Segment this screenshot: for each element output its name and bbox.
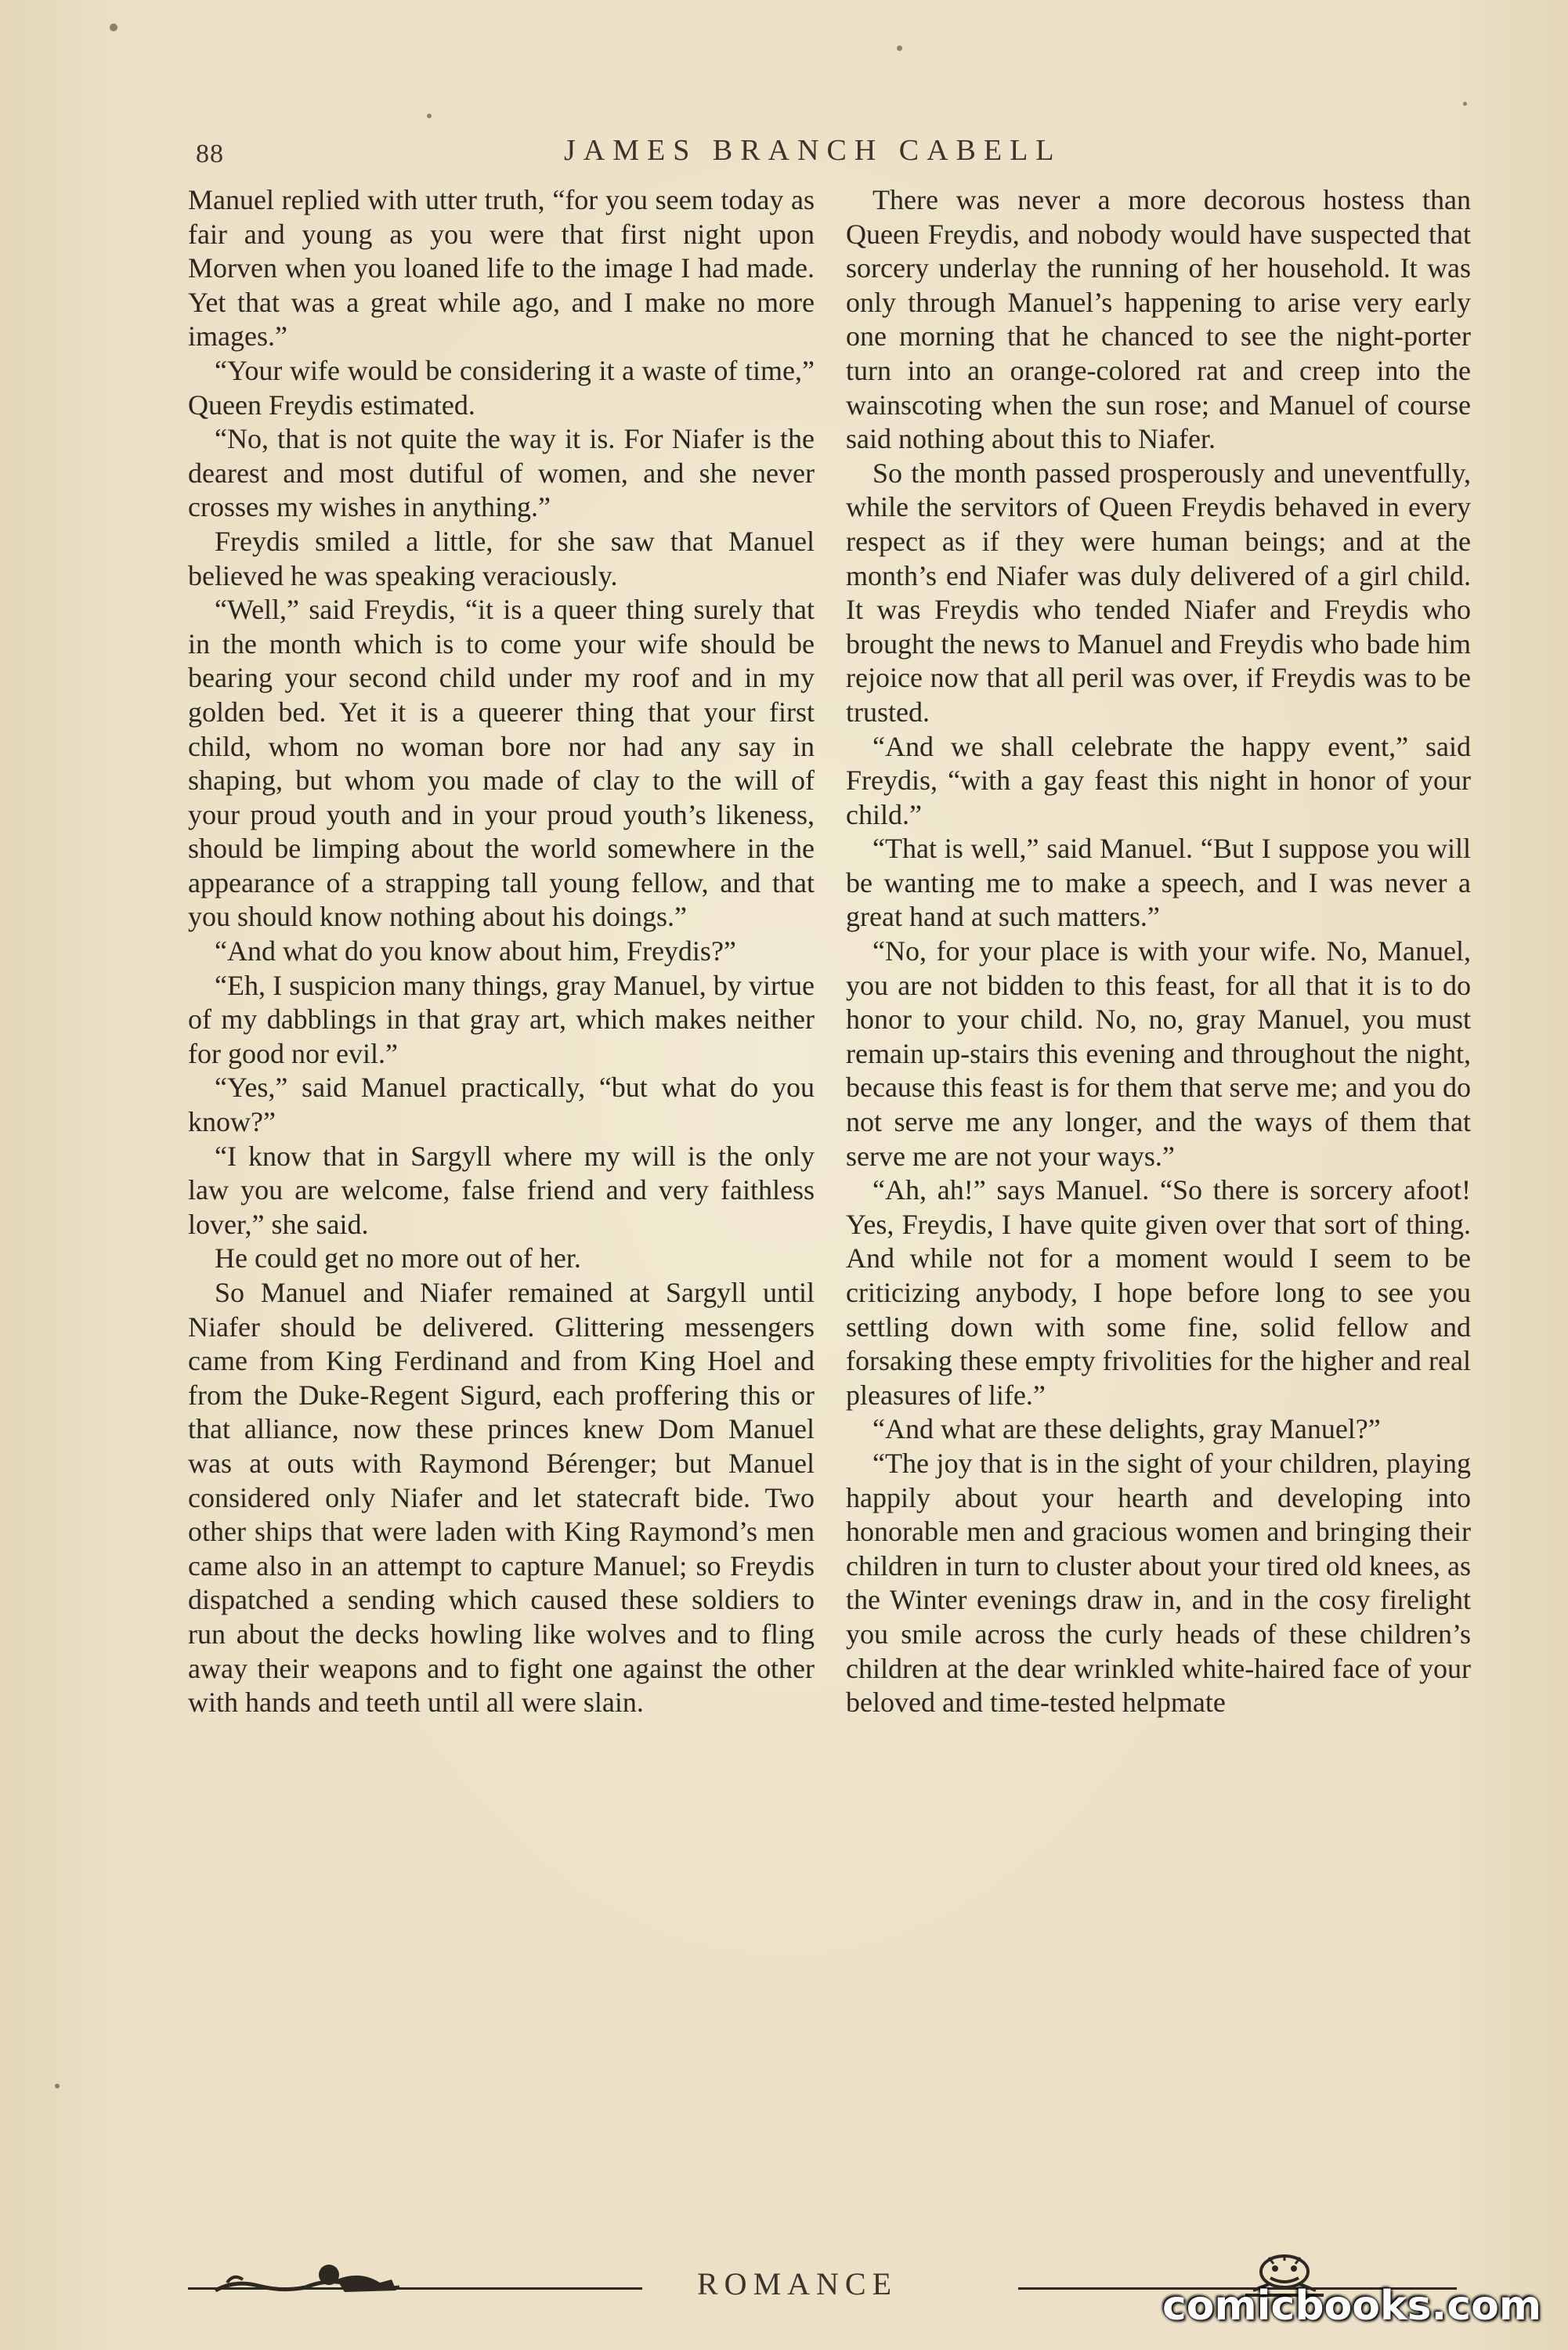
paragraph: “The joy that is in the sight of your children, playing happily about your hearth and developing into honorable men and gracious women and bringing their children in turn to cluster about your tired old knees, as the Winter evenings draw in, and in the cosy firelight you smile across the curly heads of these children’s children at the dear wrinkled white-haired face of your beloved and time-tested helpmate — [846, 1447, 1471, 1719]
paragraph: “I know that in Sargyll where my will is the only law you are welcome, false friend and very faithless lover,” she said. — [188, 1140, 815, 1240]
paragraph: There was never a more decorous hostess than Queen Freydis, and nobody would have suspected that sorcery underlay the running of her household. It was only through Manuel’s happening to arise very early one morning that he chanced to see the night-porter turn into an orange-colored rat and creep into the wainscoting when the sun rose; and Manuel of course said nothing about this to Niafer. — [846, 184, 1471, 455]
text-column-right — [846, 183, 1471, 1720]
running-head — [0, 133, 1568, 168]
running-title: JAMES BRANCH CABELL — [564, 134, 1062, 167]
paragraph: “Well,” said Freydis, “it is a queer thing surely that in the month which is to come your wife should be bearing your second child under my roof and in my golden bed. Yet it is a queerer thing that your first child, whom no woman bore nor had any say in shaping, but whom you made of clay to the will of your proud youth and in your proud youth’s likeness, should be limping about the world somewhere in the appearance of a strapping tall young fellow, and that you should know nothing about his doings.” — [188, 594, 815, 933]
site-watermark: comicbooks.com — [1162, 2283, 1542, 2330]
paragraph: “Yes,” said Manuel practically, “but what do you know?” — [188, 1072, 815, 1138]
paragraph: Manuel replied with utter truth, “for you seem today as fair and young as you were that first night upon Morven when you loaned life to the image I had made. Yet that was a great while ago, and I make no more images.” — [188, 184, 815, 352]
paper-speck — [1463, 102, 1467, 106]
paragraph: So Manuel and Niafer remained at Sargyll until Niafer should be delivered. Glittering messengers came from King Ferdinand and from King Hoel and from the Duke-Regent Sigurd, each proffering this or that alliance, now these princes knew Dom Manuel was at outs with Raymond Bérenger; but Manuel considered only Niafer and let statecraft bide. Two other ships that were laden with King Raymond’s men came also in an attempt to capture Manuel; so Freydis dispatched a sending which caused these soldiers to run about the decks howling like wolves and to fling away their weapons and to fight one against the other with hands and teeth until all were slain. — [188, 1277, 815, 1719]
paragraph: “Your wife would be considering it a waste of time,” Queen Freydis estimated. — [188, 354, 815, 421]
paragraph: “And what do you know about him, Freydis?” — [215, 935, 736, 967]
reclining-figure-ornament — [211, 2256, 415, 2303]
paper-speck — [110, 24, 117, 31]
paragraph: “And we shall celebrate the happy event,” said Freydis, “with a gay feast this night in honor of your child.” — [846, 730, 1471, 830]
paragraph: “No, that is not quite the way it is. For Niafer is the dearest and most dutiful of women, and she never crosses my wishes in anything.” — [188, 423, 815, 523]
paragraph: He could get no more out of her. — [215, 1242, 581, 1274]
text-column-left — [188, 183, 815, 1720]
paragraph: “No, for your place is with your wife. No, Manuel, you are not bidden to this feast, for all that it is to do honor to your child. No, no, gray Manuel, you must remain up-stairs this evening and throughout the night, because this feast is for them that serve me; and you do not serve me any longer, and the ways of them that serve me are not your ways.” — [846, 935, 1471, 1172]
paragraph: “That is well,” said Manuel. “But I suppose you will be wanting me to make a speech, and I was never a great hand at such matters.” — [846, 833, 1471, 933]
paragraph: “Ah, ah!” says Manuel. “So there is sorcery afoot! Yes, Freydis, I have quite given over that sort of thing. And while not for a moment would I seem to be criticizing anybody, I hope before long to see you settling down with some fine, solid fellow and forsaking these empty frivolities for the higher and real pleasures of life.” — [846, 1174, 1471, 1411]
paragraph: “Eh, I suspicion many things, gray Manuel, by virtue of my dabblings in that gray art, which makes neither for good nor evil.” — [188, 969, 815, 1069]
paragraph: Freydis smiled a little, for she saw that Manuel believed he was speaking veraciously. — [188, 525, 815, 591]
paper-speck — [897, 45, 902, 51]
paragraph: “And what are these delights, gray Manuel?” — [873, 1413, 1381, 1445]
footer-title: ROMANCE — [697, 2266, 898, 2301]
paper-speck — [427, 114, 432, 118]
page-number: 88 — [196, 139, 224, 168]
paper-speck — [55, 2084, 60, 2088]
paragraph: So the month passed prosperously and uneventfully, while the servitors of Queen Freydis behaved in every respect as if they were human beings; and at the month’s end Niafer was duly delivered of a girl child. It was Freydis who tended Niafer and Freydis who brought the news to Manuel and Freydis who bade him rejoice now that all peril was over, if Freydis was to be trusted. — [846, 457, 1471, 728]
